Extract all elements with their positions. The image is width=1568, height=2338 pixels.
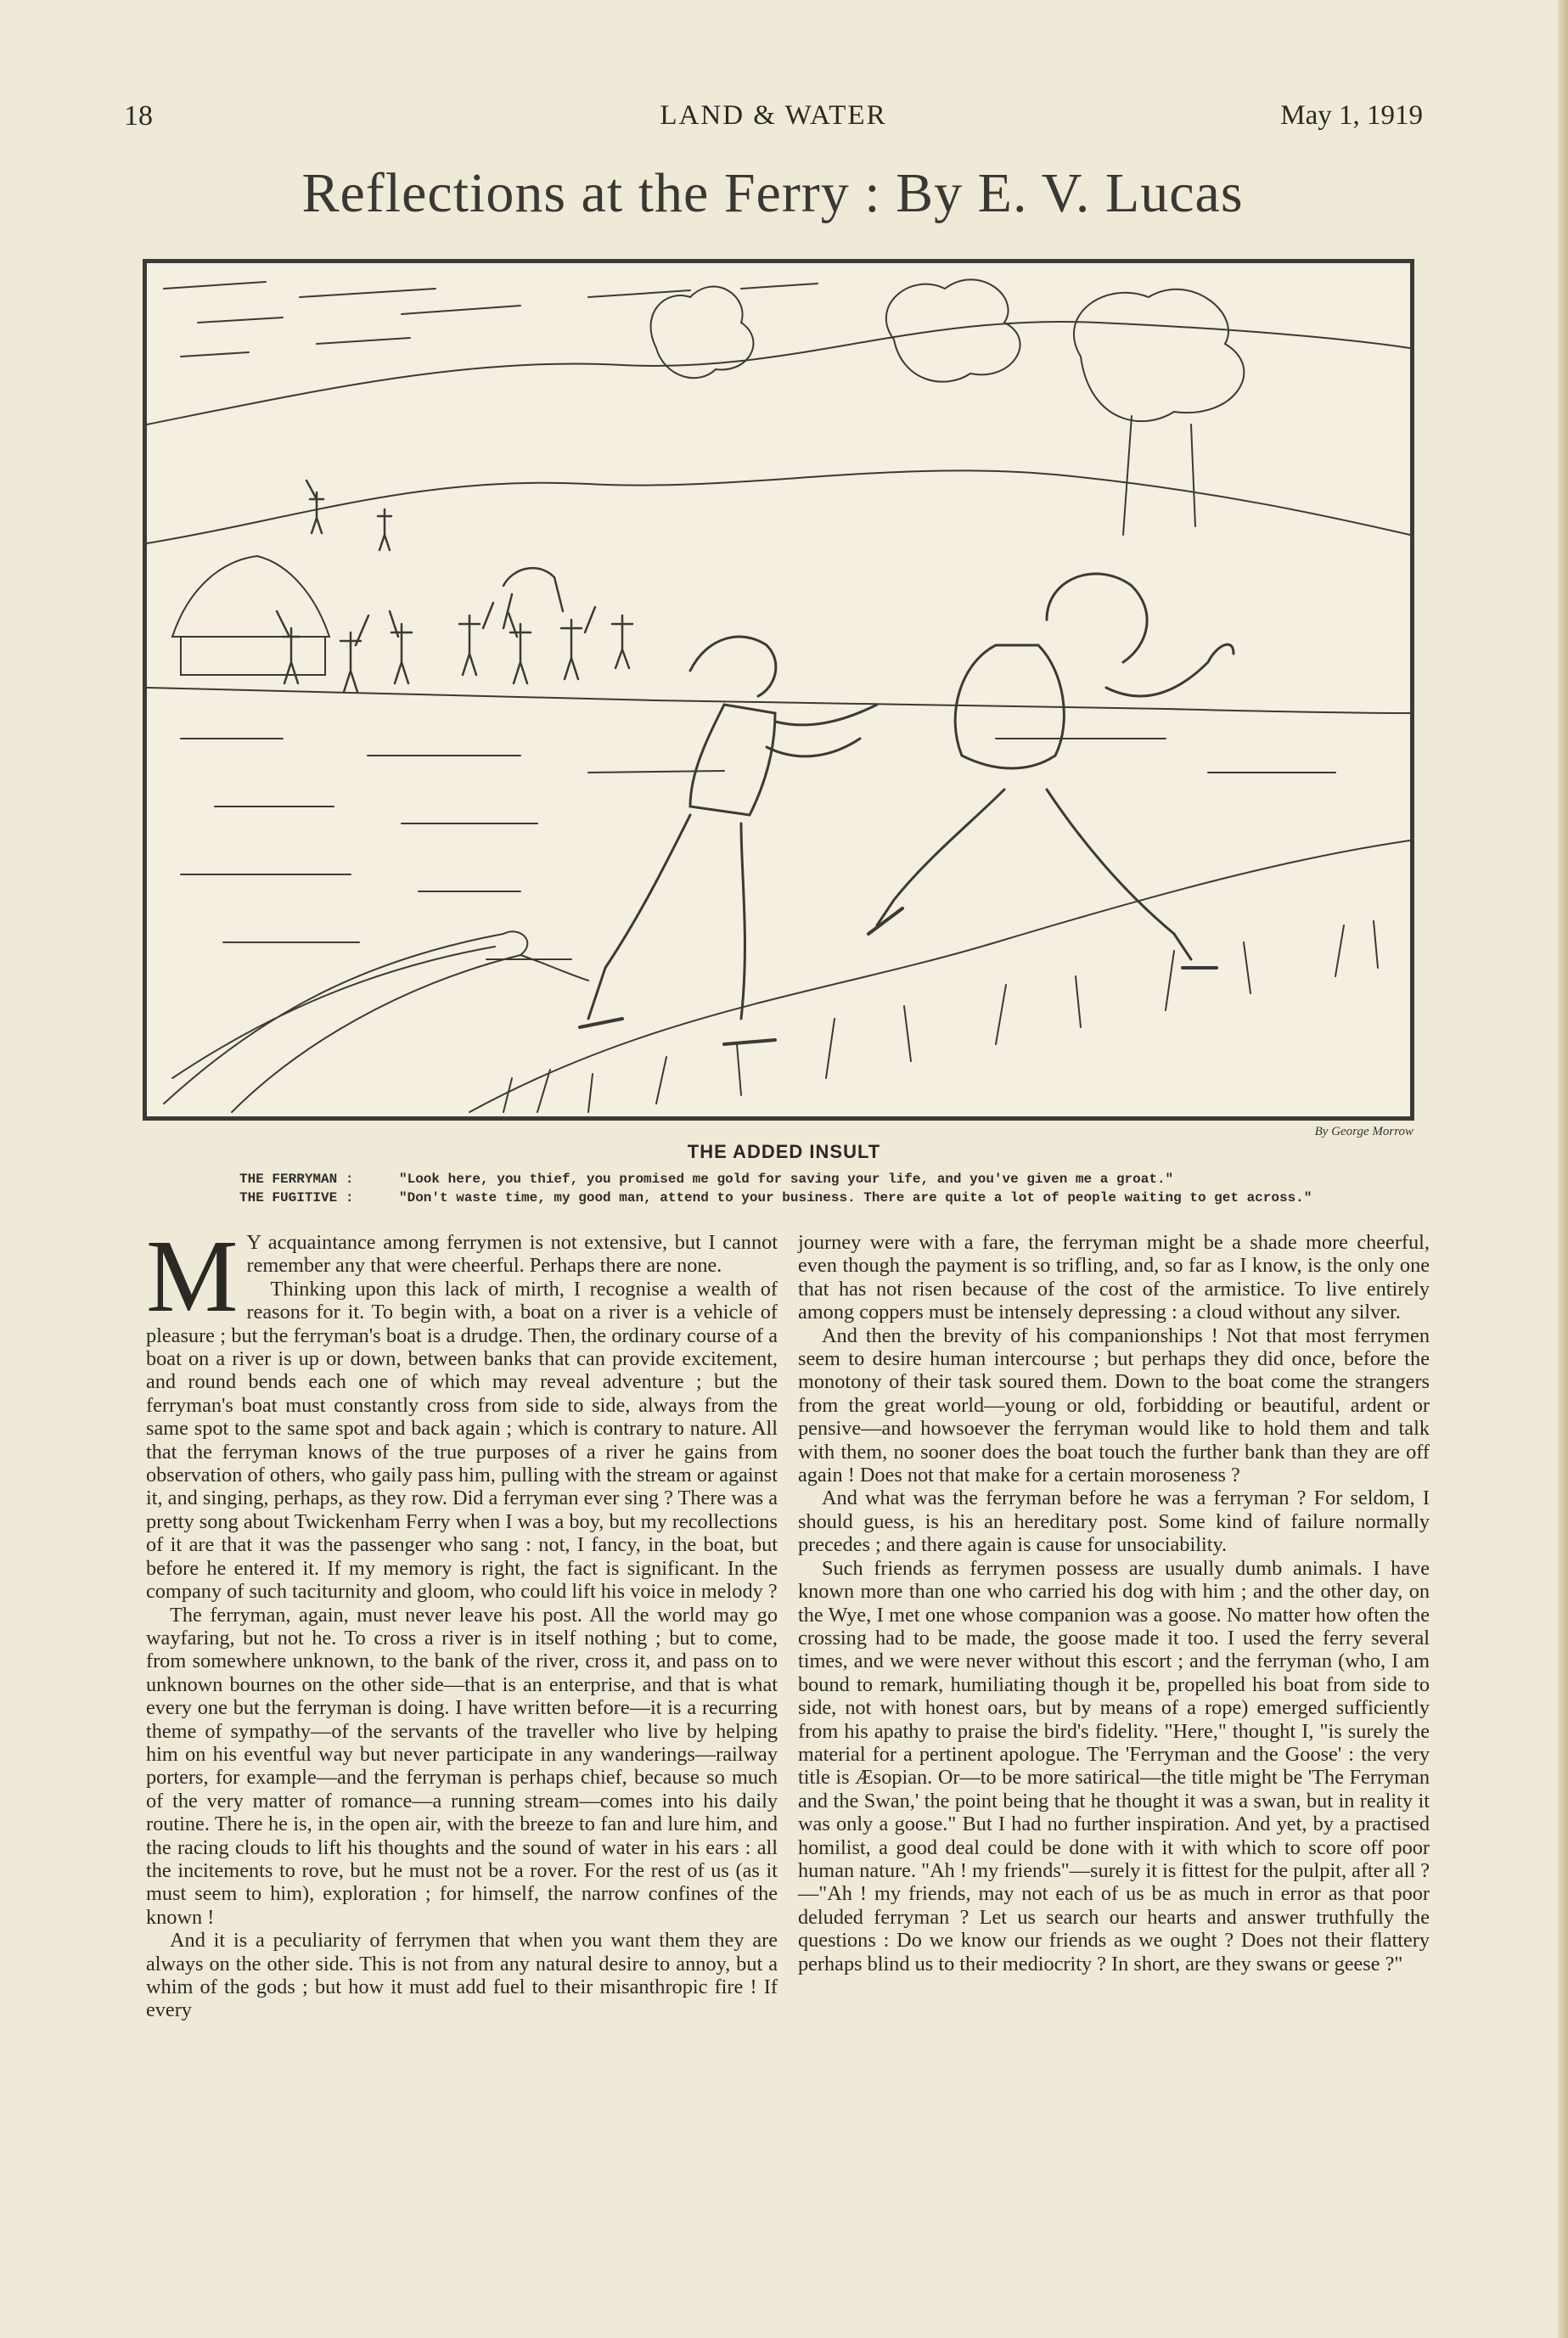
caption-dialogue-line bbox=[239, 1172, 1411, 1187]
drop-cap: M bbox=[146, 1219, 239, 1334]
caption-dialogue-line bbox=[239, 1190, 1411, 1206]
article-title: Reflections at the Ferry : By E. V. Lucas bbox=[301, 162, 1244, 224]
text-column-left bbox=[146, 1219, 778, 2022]
illustration-credit: By George Morrow bbox=[1314, 1125, 1413, 1138]
magazine-name: LAND & WATER bbox=[660, 100, 887, 131]
paragraph: And then the brevity of his companionships ! Not that most ferrymen seem to desire human intercourse ; but perhaps they did once, before the monotony of their task soured them. Down to the boat come the strangers from the great world—young or old, forbidding or beautiful, ardent or pensive—and howsoever the ferryman would like to hold them and talk with them, no sooner does the boat touch the further bank than they are off again ! Does not that make for a certain moroseness ? bbox=[798, 1324, 1430, 1487]
dialogue-speaker: THE FERRYMAN : bbox=[239, 1172, 354, 1187]
illustration bbox=[143, 259, 1414, 1121]
dialogue-text: "Look here, you thief, you promised me gold for saving your life, and you've given me a groat." bbox=[399, 1172, 1174, 1187]
dialogue-text: "Don't waste time, my good man, attend to your business. There are quite a lot of people waiting to get across." bbox=[399, 1190, 1312, 1206]
paragraph: Such friends as ferrymen possess are usually dumb animals. I have known more than one who carried his dog with him ; and the other day, on the Wye, I met one whose companion was a goose. No matter how often the crossing had to be made, the goose made it too. I used the ferry several times, and we were never without this escort ; and the ferryman (who, I am bound to remark, humiliating though it be, propelled his boat from side to side, not with honest oars, but by means of a rope) emerged sufficiently from his apathy to praise the bird's fidelity. "Here," thought I, "is surely the material for a pertinent apologue. The 'Ferryman and the Goose' : the very title is Æsopian. Or—to be more satirical—the title might be 'The Ferryman and the Swan,' the point being that he thought it was a swan, but in reality it was only a goose." But I had no further inspiration. And yet, by a practised homilist, a good deal could be done with it with which to score off poor human nature. "Ah ! my friends"—surely it is fittest for the pulpit, after all ?—"Ah ! my friends, may not each of us be as much in error as that poor deluded ferryman ? Let us search our hearts and answer truthfully the questions : Do we know our friends as we ought ? Does not their flattery perhaps blind us to their mediocrity ? In short, are they swans or geese ?" bbox=[798, 1556, 1430, 1975]
paragraph: Thinking upon this lack of mirth, I recognise a wealth of reasons for it. To begin with, a boat on a river is a vehicle of pleasure ; but the ferryman's boat is a drudge. Then, the ordinary course of a boat on a river is up or down, between banks that can provide excitement, and round bends each one of which may reveal adventure ; but the ferryman's boat must constantly cross from side to side, always from the same spot to the same spot and back again ; which is contrary to nature. All that the ferryman knows of the true purposes of a river he gains from observation of others, who gaily pass him, pulling with the stream or against it, and singing, perhaps, as they row. Did a ferryman ever sing ? There was a pretty song about Twickenham Ferry when I was a boy, but my recollections of it are that it was the passenger who sang : not, I fancy, in the boat, but before he entered it. If my memory is right, the fact is significant. In the company of such taciturnity and gloom, who could lift his voice in melody ? bbox=[146, 1277, 778, 1604]
paragraph-text: Y acquaintance among ferrymen is not extensive, but I cannot remember any that were cheerful. Perhaps there are none. bbox=[246, 1231, 778, 1278]
caption-title: THE ADDED INSULT bbox=[687, 1141, 881, 1162]
paragraph: journey were with a fare, the ferryman might be a shade more cheerful, even though the payment is so trifling, and, so far as I know, is the only one that has not risen because of the cost of the armistice. To live entirely among coppers must be intensely depressing : a cloud without any silver. bbox=[798, 1231, 1430, 1324]
paragraph bbox=[146, 1219, 778, 1334]
paragraph: And it is a peculiarity of ferrymen that when you want them they are always on the other side. This is not from any natural desire to annoy, but a whim of the gods ; but how it must add fuel to their misanthropic fire ! If every bbox=[146, 1929, 778, 2022]
paragraph: And what was the ferryman before he was a ferryman ? For seldom, I should guess, is his an hereditary post. Some kind of failure normally precedes ; and there again is cause for unsociability. bbox=[798, 1487, 1430, 1557]
running-head bbox=[124, 100, 1423, 151]
ferry-illustration-drawing bbox=[147, 263, 1410, 1116]
text-column-right bbox=[798, 1231, 1430, 1975]
dialogue-speaker: THE FUGITIVE : bbox=[239, 1190, 354, 1206]
page-number: 18 bbox=[124, 100, 153, 132]
issue-date: May 1, 1919 bbox=[1280, 100, 1423, 131]
paragraph: The ferryman, again, must never leave his post. All the world may go wayfaring, but not he. To cross a river is in itself nothing ; but to come, from somewhere unknown, to the bank of the river, cross it, and pass on to unknown bournes on the other side—that is an enterprise, and that is what every one but the ferryman is doing. I have written before—it is a recurring theme of sympathy—of the servants of the traveller who live by helping him on his eventful way but never participate in any wanderings—railway porters, for example—and the ferryman is perhaps chief, because so much of the very matter of romance—a running stream—comes into his daily routine. There he is, in the open air, with the breeze to fan and lure him, and the racing clouds to lift his thoughts and the sound of water in his ears : all the incitements to rove, but he must not be a rover. For the rest of us (as it must seem to him), exploration ; for himself, the narrow confines of the known ! bbox=[146, 1603, 778, 1929]
page-edge bbox=[1558, 0, 1568, 2338]
